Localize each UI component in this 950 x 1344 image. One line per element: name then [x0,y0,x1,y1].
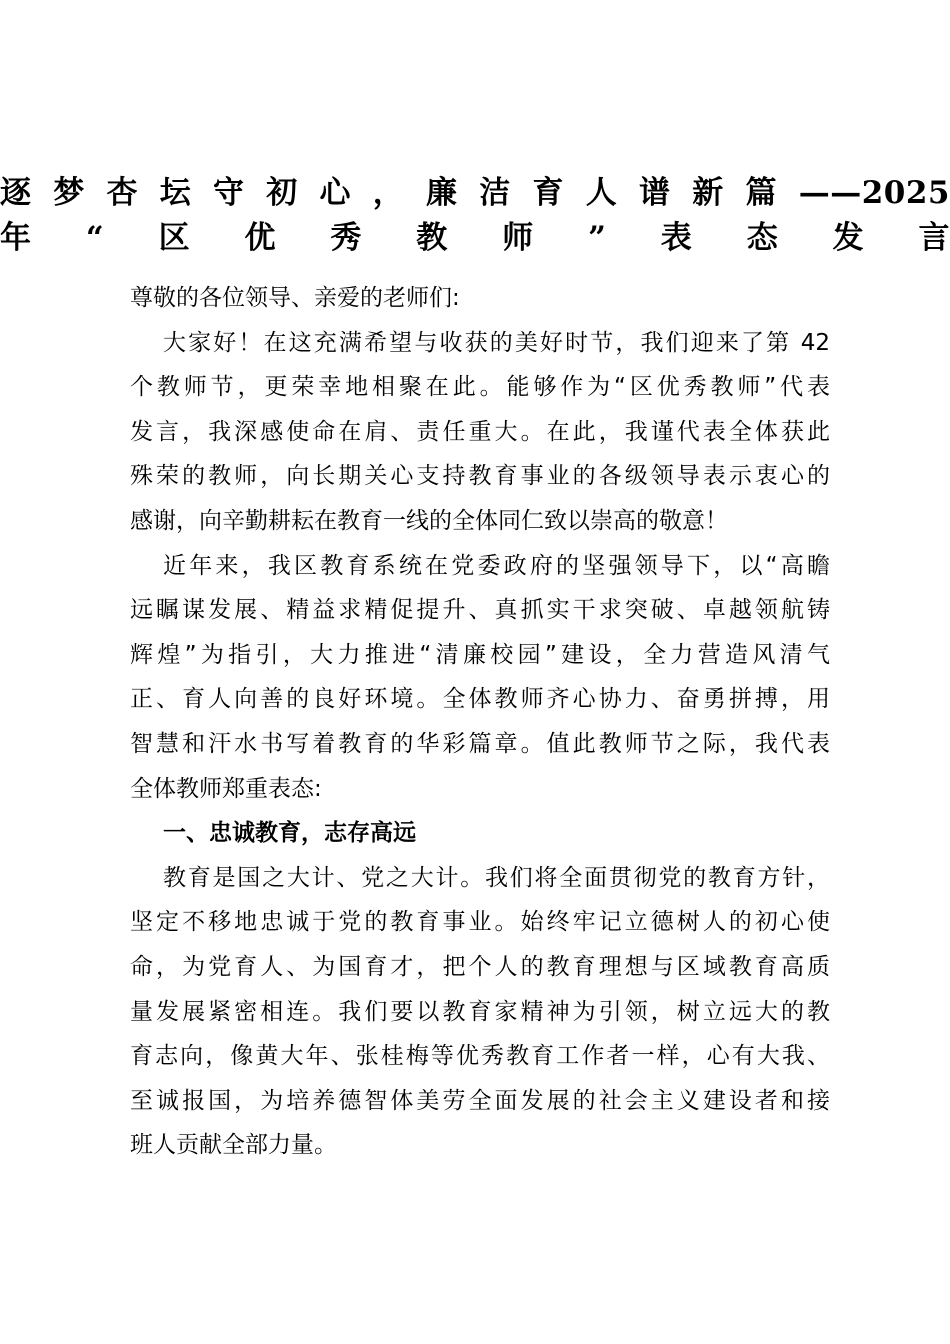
paragraph-line: 至诚报国，为培养德智体美劳全面发展的社会主义建设者和接 [130,1087,830,1114]
paragraph-greeting [130,321,830,544]
paragraph-line: 大家好！在这充满希望与收获的美好时节，我们迎来了第 42 [163,329,830,356]
section-heading: 一、忠诚教育，志存高远 [163,820,416,847]
paragraph-line: 殊荣的教师，向长期关心支持教育事业的各级领导表示衷心的 [130,463,830,490]
paragraph-line: 正、育人向善的良好环境。全体教师齐心协力、奋勇拼搏，用 [130,686,830,713]
paragraph-line: 全体教师郑重表态: [130,775,322,802]
paragraph-line: 量发展紧密相连。我们要以教育家精神为引领，树立远大的教 [130,998,830,1025]
paragraph-line: 坚定不移地忠诚于党的教育事业。始终牢记立德树人的初心使 [130,909,830,936]
paragraph-line: 个教师节，更荣幸地相聚在此。能够作为“区优秀教师”代表 [130,374,830,401]
paragraph-line: 班人贡献全部力量。 [130,1132,337,1159]
paragraph-line: 命，为党育人、为国育才，把个人的教育理想与区域教育高质 [130,953,830,980]
paragraph-section-one [130,856,830,1168]
document-title [0,168,950,257]
paragraph-line: 近年来，我区教育系统在党委政府的坚强领导下，以“高瞻 [163,552,830,579]
paragraph-line: 发言，我深感使命在肩、责任重大。在此，我谨代表全体获此 [130,418,830,445]
title-line-2: 年“区优秀教师”表态发言 [0,219,950,256]
paragraph-line: 感谢，向辛勤耕耘在教育一线的全体同仁致以崇高的敬意！ [130,507,728,534]
paragraph-background [130,544,830,812]
paragraph-line: 育志向，像黄大年、张桂梅等优秀教育工作者一样，心有大我、 [130,1043,830,1070]
salutation: 尊敬的各位领导、亲爱的老师们: [130,285,460,311]
paragraph-line: 辉煌”为指引，大力推进“清廉校园”建设，全力营造风清气 [130,641,830,668]
paragraph-line: 教育是国之大计、党之大计。我们将全面贯彻党的教育方针， [163,864,830,891]
paragraph-line: 远瞩谋发展、精益求精促提升、真抓实干求突破、卓越领航铸 [130,597,830,624]
paragraph-line: 智慧和汗水书写着教育的华彩篇章。值此教师节之际，我代表 [130,730,830,757]
document-body [130,276,830,1168]
title-line-1: 逐梦杏坛守初心，廉洁育人谱新篇——2025 [0,175,950,211]
